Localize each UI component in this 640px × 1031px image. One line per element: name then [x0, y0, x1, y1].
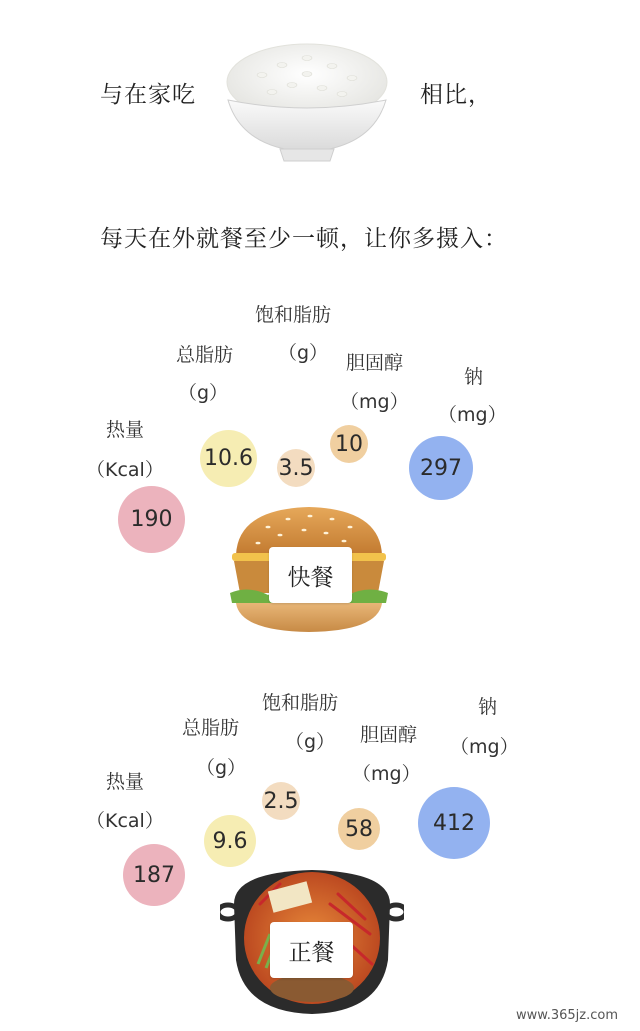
bubble-chol: 10 — [330, 425, 368, 463]
intro-text-part1: 与在家吃 — [100, 82, 196, 108]
label-fat-name: 总脂肪 — [176, 344, 234, 366]
bubble-sodium-meal: 412 — [418, 787, 490, 859]
tag-meal: 正餐 — [270, 922, 353, 978]
label-satfat-unit: （g） — [278, 342, 329, 364]
label-fat-unit: （g） — [178, 382, 229, 404]
label-chol-unit-meal: （mg） — [352, 763, 421, 785]
label-sodium-name: 钠 — [464, 366, 484, 388]
label-satfat-unit-meal: （g） — [285, 731, 336, 753]
bubble-calories-meal: 187 — [123, 844, 185, 906]
bubble-fat-meal: 9.6 — [204, 815, 256, 867]
bubble-fat: 10.6 — [200, 430, 257, 487]
intro-text-line2: 每天在外就餐至少一顿，让你多摄入： — [100, 226, 508, 252]
bubble-calories: 190 — [118, 486, 185, 553]
intro-text-part2: 相比， — [420, 82, 492, 108]
label-fat-name-meal: 总脂肪 — [182, 717, 240, 739]
bubble-satfat-meal: 2.5 — [262, 782, 300, 820]
label-satfat-name: 饱和脂肪 — [255, 304, 332, 326]
label-sodium-unit-meal: （mg） — [450, 736, 519, 758]
label-calories-unit: （Kcal） — [86, 459, 164, 481]
label-calories-unit-meal: （Kcal） — [86, 810, 164, 832]
label-calories-name: 热量 — [106, 419, 145, 441]
label-fat-unit-meal: （g） — [196, 757, 247, 779]
tag-fastfood: 快餐 — [269, 547, 352, 603]
bubble-chol-meal: 58 — [338, 808, 380, 850]
label-chol-name: 胆固醇 — [346, 352, 404, 374]
label-satfat-name-meal: 饱和脂肪 — [262, 692, 339, 714]
label-chol-name-meal: 胆固醇 — [360, 724, 418, 746]
label-chol-unit: （mg） — [340, 391, 409, 413]
label-sodium-unit: （mg） — [438, 404, 507, 426]
label-sodium-name-meal: 钠 — [478, 696, 498, 718]
bubble-sodium: 297 — [409, 436, 473, 500]
label-calories-name-meal: 热量 — [106, 771, 145, 793]
rice-bowl-image — [222, 30, 392, 165]
watermark: www.365jz.com — [516, 1008, 618, 1023]
bubble-satfat: 3.5 — [277, 449, 315, 487]
